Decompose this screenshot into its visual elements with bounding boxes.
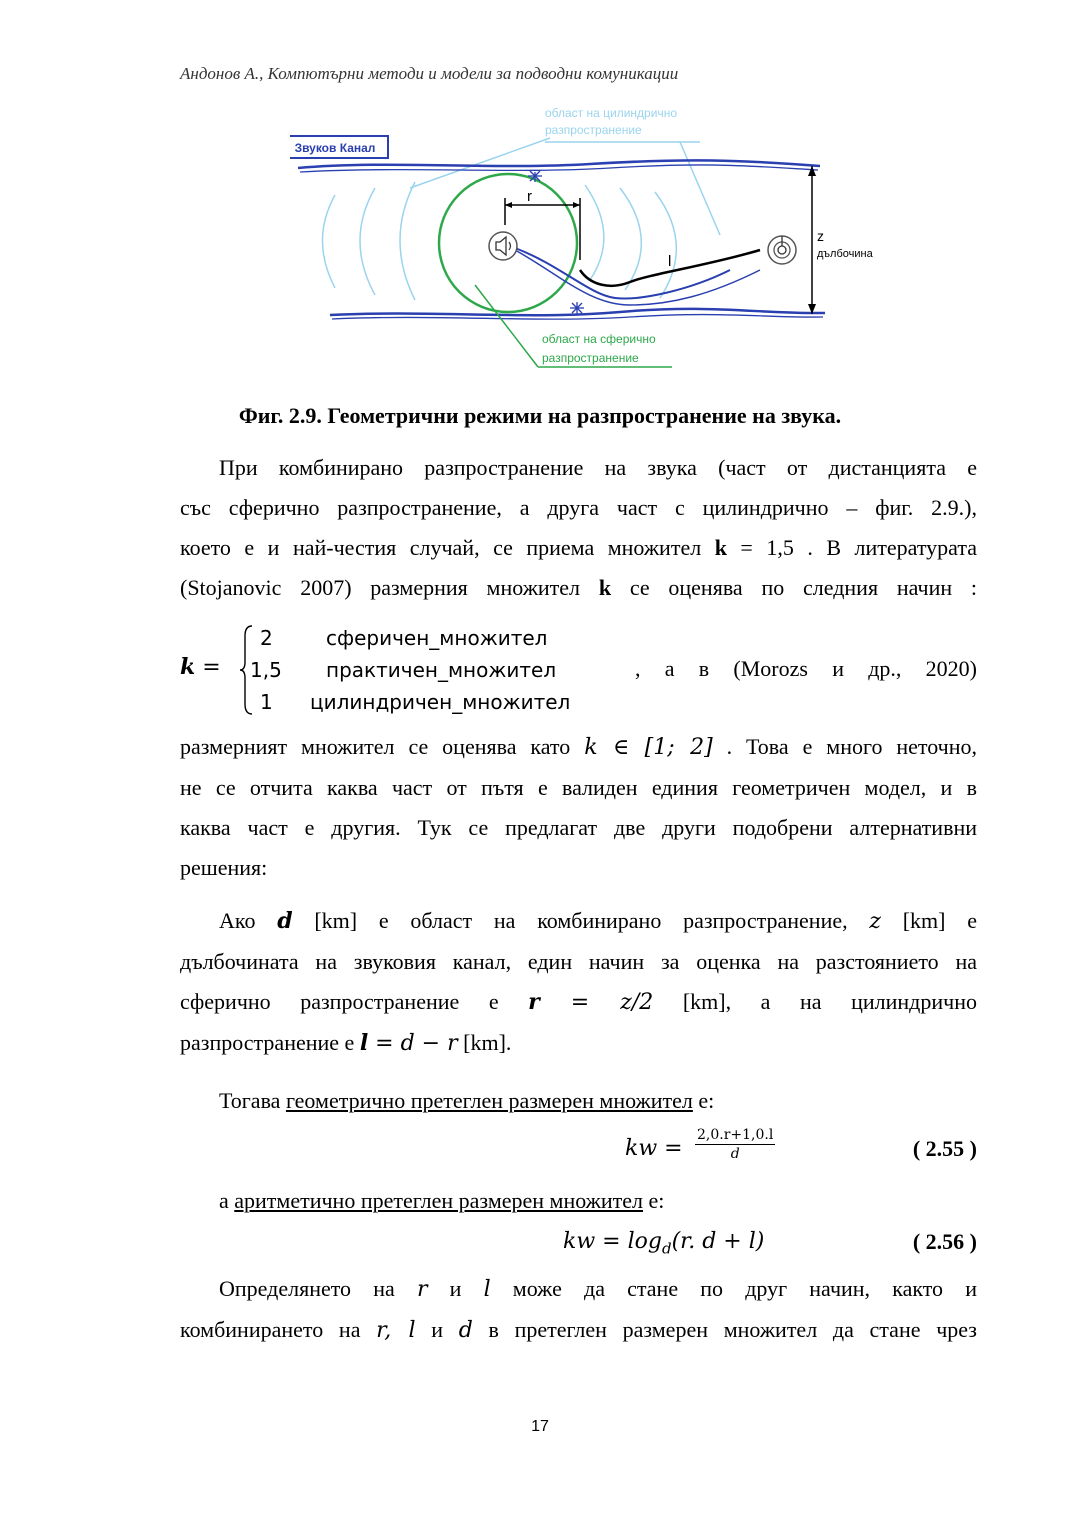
p3-line-4-text: разпространение е (180, 1030, 360, 1055)
p6-text-d: комбинирането на (180, 1317, 377, 1342)
p2-line-3: каква част е другия. Тук се предлагат две други подобрени алтернативни (180, 815, 977, 840)
p4-underlined-term: геометрично претеглен размерен множител (285, 1088, 693, 1113)
p6-text-e: и (415, 1317, 459, 1342)
p6-text-b: и (427, 1276, 484, 1301)
p3-text-a: Ако (219, 908, 278, 933)
l-label: l (668, 253, 672, 270)
case-3-value: 1 (260, 690, 273, 714)
hydrophone-receiver-icon (768, 236, 796, 264)
page-number: 17 (531, 1418, 549, 1435)
eq-2-55-lhs: kw = (625, 1136, 683, 1161)
p1-line-4-tail: се оценява по следния начин : (611, 575, 977, 600)
figure-2-9-diagram (290, 100, 910, 385)
paragraph-6 (180, 1269, 977, 1351)
z-label: z (817, 228, 824, 244)
case-2-value: 1,5 (250, 658, 282, 682)
p4-line (180, 1081, 977, 1121)
channel-label: Звуков Канал (294, 141, 376, 155)
equation-2-56 (180, 1225, 977, 1265)
l-var: l (483, 1277, 491, 1302)
d-symbol: d (277, 908, 293, 934)
depth-label: дълбочина (817, 248, 873, 260)
channel-top-boundary (298, 160, 820, 168)
p5-line (180, 1181, 977, 1221)
p3-line-3-text: сферично разпространение е (180, 989, 529, 1014)
piecewise-k (180, 620, 977, 720)
p5-text-a: а (219, 1188, 235, 1213)
p2-line-1-text: размерният множител се оценява като (180, 734, 585, 759)
cyl-label-line2: разпространение (545, 123, 642, 137)
d-var: d (458, 1318, 473, 1343)
p6-text-a: Определянето на (219, 1276, 417, 1301)
paragraph-4 (180, 1081, 977, 1121)
p6-text-f: в претеглен размерен множител да стане чрез (472, 1317, 977, 1342)
wavefront-right-3 (655, 192, 676, 298)
p3-line-3-tail: [km], а на цилиндрично (653, 989, 977, 1014)
p6-line-2 (180, 1310, 977, 1351)
wavefront-left-2 (360, 188, 375, 295)
case-3-label: цилиндричен_множител (310, 690, 571, 714)
wavefront-right-2 (620, 188, 641, 290)
speaker-source-icon (489, 232, 517, 260)
eq-2-55-fraction (695, 1126, 775, 1163)
r-arrow-right (573, 202, 580, 208)
eq-2-56-number: ( 2.56 ) (912, 1229, 977, 1254)
r-label: r (527, 188, 532, 205)
p1-line-2: със сферично разпространение, а друга част с цилиндрично – фиг. 2.9.), (180, 495, 977, 520)
p6-text-c: може да стане по друг начин, както и (490, 1276, 978, 1301)
piecewise-lhs (180, 654, 221, 680)
wavefront-right-1 (585, 185, 604, 280)
r-var: r (416, 1277, 428, 1302)
p3-line-4 (180, 1023, 977, 1064)
p4-text-a: Тогава (219, 1088, 286, 1113)
eq-2-56-argument: (r. d + l) (671, 1229, 765, 1254)
eq-2-55-number: ( 2.55 ) (912, 1136, 977, 1161)
p2-line-4: решения: (180, 855, 268, 880)
eq-2-56-base: d (661, 1239, 672, 1258)
r-l-vars: r, l (376, 1318, 416, 1343)
depth-arrow-top (808, 166, 816, 176)
p4-text-b: е: (692, 1088, 715, 1113)
p2-line-1 (180, 727, 977, 768)
paragraph-1 (180, 448, 977, 608)
reflection-star-top (528, 171, 542, 182)
case-2-label: практичен_множител (326, 658, 557, 682)
eq-2-56-lhs: kw = log (563, 1229, 662, 1254)
l-symbol: l (359, 1030, 369, 1056)
eq-2-55-denominator: d (730, 1146, 740, 1162)
p5-underlined-term: аритметично претеглен размерен множител (234, 1188, 644, 1213)
p3-line-3 (180, 982, 977, 1023)
p1-line-1: При комбинирано разпространение на звука (част от дистанцията е (219, 455, 977, 480)
paragraph-3 (180, 901, 977, 1064)
k-symbol: k (598, 575, 612, 600)
k-range: k ∈ [1; 2] (584, 735, 713, 760)
r-equation: = z/2 (539, 990, 654, 1015)
sph-label-line2: разпространение (542, 351, 639, 365)
p1-line-4-text: (Stojanovic 2007) размерния множител (180, 575, 599, 600)
sph-label-line1: област на сферично (542, 332, 656, 346)
sph-leader-line (475, 285, 538, 367)
wavefront-left-3 (400, 182, 415, 300)
p2-line-1-tail: . Това е много неточно, (712, 734, 978, 759)
p3-text-c: [km] е (880, 908, 978, 933)
r-symbol: r (528, 989, 540, 1015)
eq-2-56-expression (563, 1229, 764, 1257)
p6-line-1 (180, 1269, 977, 1310)
paragraph-2 (180, 727, 977, 888)
p1-line-3-text: което е и най-честия случай, се приема множител (180, 535, 715, 560)
p1-line-4 (180, 568, 977, 608)
wavefront-left-1 (323, 195, 336, 288)
l-equation: = d − r (368, 1031, 458, 1056)
piecewise-lhs-var: k (180, 654, 196, 680)
case-1-value: 2 (260, 626, 273, 650)
r-arrow-left (505, 202, 512, 208)
piecewise-lhs-eq: = (195, 655, 221, 680)
p2-line-2: не се отчита каква част от пътя е валиден единия геометричен модел, и в (180, 775, 977, 800)
case-1-label: сферичен_множител (326, 626, 548, 650)
cyl-leader-line-2 (680, 142, 720, 235)
p1-line-3-tail: = 1,5 . В литературата (726, 535, 977, 560)
z-symbol: z (869, 909, 881, 934)
equation-2-55 (180, 1127, 977, 1170)
p3-line-1 (180, 901, 977, 942)
running-head: Андонов А., Компютърни методи и модели за подводни комуникации (180, 64, 679, 83)
k-symbol: k (714, 535, 727, 560)
p3-text-b: [km] е област на комбинирано разпространение, (292, 908, 870, 933)
p5-text-b: е: (643, 1188, 665, 1213)
p1-line-3 (180, 528, 977, 568)
cyl-label-line1: област на цилиндрично (545, 106, 677, 120)
paragraph-5 (180, 1181, 977, 1221)
p3-line-4-tail: [km]. (457, 1030, 512, 1055)
piecewise-tail: , а в (Morozs и др., 2020) (635, 656, 977, 681)
reflection-star-bottom (570, 302, 584, 314)
figure-caption: Фиг. 2.9. Геометрични режими на разпространение на звука. (238, 403, 842, 428)
eq-2-55-numerator: 2,0.r+1,0.l (697, 1127, 774, 1143)
ray-path-upper (515, 248, 730, 298)
p3-line-2: дълбочината на звуковия канал, един начин за оценка на разстоянието на (180, 949, 977, 974)
